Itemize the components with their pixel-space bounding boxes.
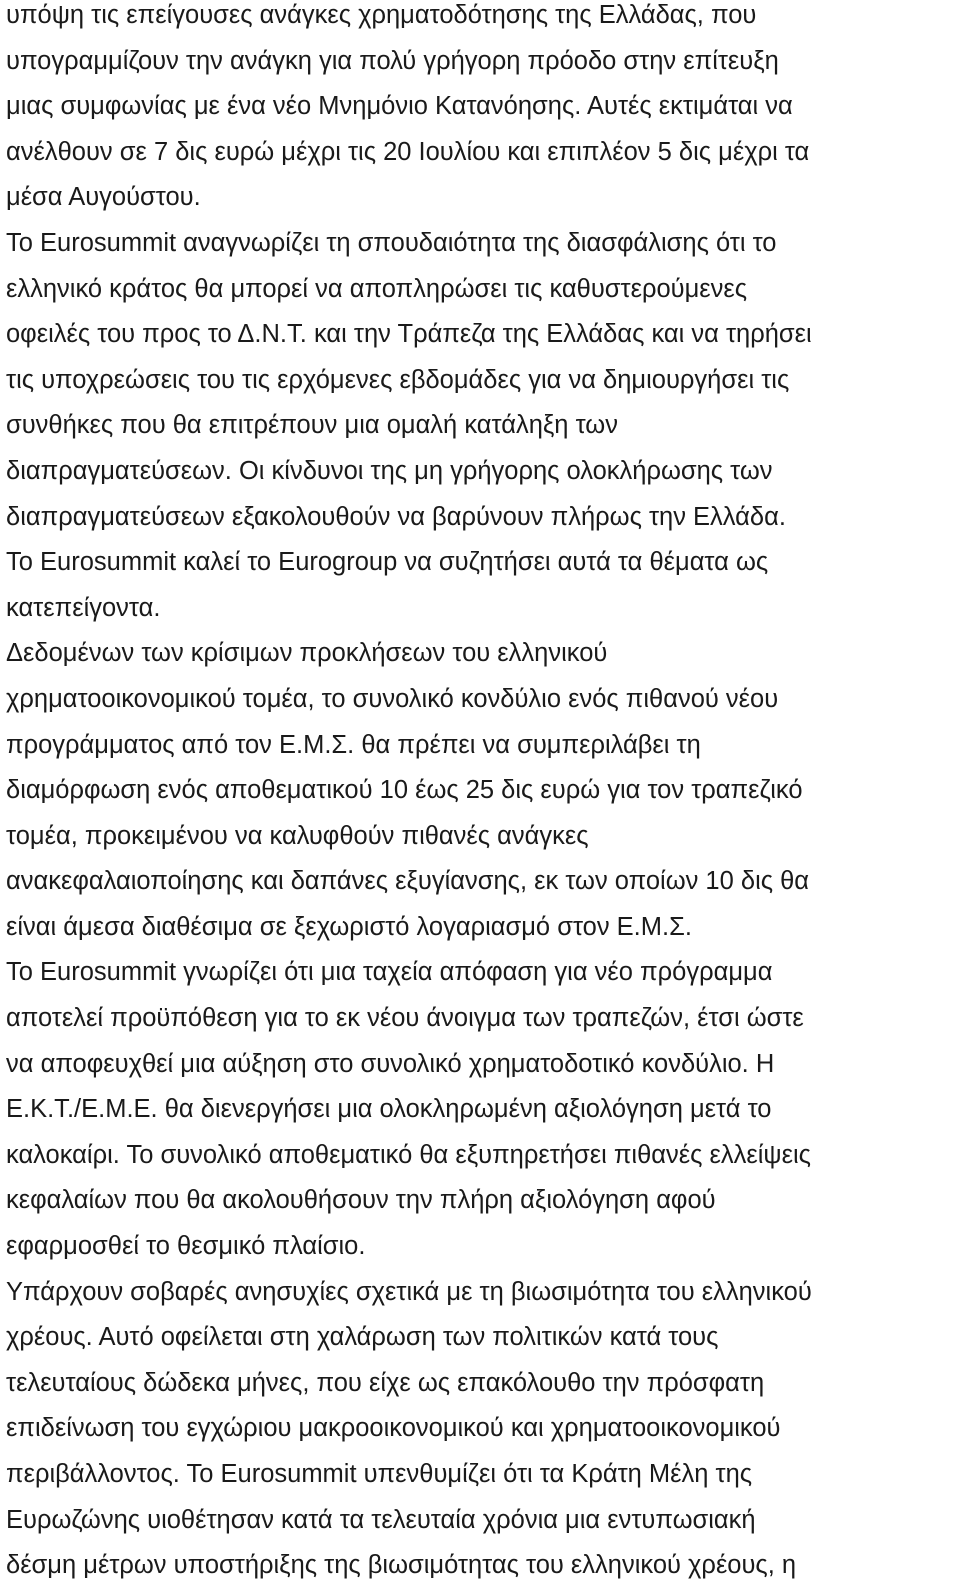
text-line: Το Eurosummit αναγνωρίζει τη σπουδαιότητα της διασφάλισης ότι το [6, 228, 777, 257]
text-line: διαπραγματεύσεων. Οι κίνδυνοι της μη γρήγορης ολοκλήρωσης των [6, 456, 773, 485]
text-line: αποτελεί προϋπόθεση για το εκ νέου άνοιγμα των τραπεζών, έτσι ώστε [6, 1004, 804, 1033]
text-line: είναι άμεσα διαθέσιμα σε ξεχωριστό λογαριασμό στον Ε.Μ.Σ. [6, 912, 692, 941]
text-line: υπόψη τις επείγουσες ανάγκες χρηματοδότησης της Ελλάδας, που [6, 1, 757, 29]
text-line: επιδείνωση του εγχώριου μακροοικονομικού και χρηματοοικονομικού [6, 1414, 781, 1443]
paragraph-banking-buffer [6, 631, 960, 950]
text-line: ανέλθουν σε 7 δις ευρώ μέχρι τις 20 Ιουλίου και επιπλέον 5 δις μέχρι τα [6, 137, 810, 166]
text-line: οφειλές του προς το Δ.Ν.Τ. και την Τράπεζα της Ελλάδας και να τηρήσει [6, 320, 812, 349]
text-line: κατεπείγοντα. [6, 593, 161, 622]
text-line: εφαρμοσθεί το θεσμικό πλαίσιο. [6, 1232, 366, 1261]
text-line: καλοκαίρι. Το συνολικό αποθεματικό θα εξυπηρετήσει πιθανές ελλείψεις [6, 1140, 811, 1169]
text-line: προγράμματος από τον Ε.Μ.Σ. θα πρέπει να συμπεριλάβει τη [6, 730, 701, 759]
text-line: χρηματοοικονομικού τομέα, το συνολικό κονδύλιο ενός πιθανού νέου [6, 684, 779, 713]
paragraph-banks-reopening [6, 950, 960, 1269]
text-line: υπογραμμίζουν την ανάγκη για πολύ γρήγορη πρόοδο στην επίτευξη [6, 46, 779, 75]
paragraph-debt-sustainability [6, 1270, 960, 1589]
text-line: συνθήκες που θα επιτρέπουν μια ομαλή κατάληξη των [6, 411, 618, 440]
paragraph-arrears [6, 221, 960, 631]
text-line: ελληνικό κράτος θα μπορεί να αποπληρώσει τις καθυστερούμενες [6, 274, 748, 303]
text-line: μιας συμφωνίας με ένα νέο Μνημόνιο Κατανόησης. Αυτές εκτιμάται να [6, 92, 793, 121]
text-line: τις υποχρεώσεις του τις ερχόμενες εβδομάδες για να δημιουργήσει τις [6, 365, 790, 394]
text-line: τομέα, προκειμένου να καλυφθούν πιθανές ανάγκες [6, 821, 589, 850]
text-line: κεφαλαίων που θα ακολουθήσουν την πλήρη αξιολόγηση αφού [6, 1186, 716, 1215]
text-line: διαμόρφωση ενός αποθεματικού 10 έως 25 δις ευρώ για τον τραπεζικό [6, 776, 803, 805]
text-line: Το Eurosummit γνωρίζει ότι μια ταχεία απόφαση για νέο πρόγραμμα [6, 958, 773, 987]
text-line: Το Eurosummit καλεί το Eurogroup να συζητήσει αυτά τα θέματα ως [6, 548, 769, 577]
text-line: τελευταίους δώδεκα μήνες, που είχε ως επακόλουθο την πρόσφατη [6, 1368, 765, 1397]
text-line: Ε.Κ.Τ./Ε.Μ.Ε. θα διενεργήσει μια ολοκληρωμένη αξιολόγηση μετά το [6, 1095, 772, 1124]
text-line: να αποφευχθεί μια αύξηση στο συνολικό χρηματοδοτικό κονδύλιο. Η [6, 1049, 775, 1078]
paragraph-funding-needs [6, 0, 960, 221]
text-line: χρέους. Αυτό οφείλεται στη χαλάρωση των πολιτικών κατά τους [6, 1323, 719, 1352]
text-line: περιβάλλοντος. Το Eurosummit υπενθυμίζει ότι τα Κράτη Μέλη της [6, 1460, 753, 1488]
text-line: μέσα Αυγούστου. [6, 183, 201, 212]
text-line: Δεδομένων των κρίσιμων προκλήσεων του ελληνικού [6, 639, 608, 668]
text-line: διαπραγματεύσεων εξακολουθούν να βαρύνουν πλήρως την Ελλάδα. [6, 502, 786, 531]
text-line: ανακεφαλαιοποίησης και δαπάνες εξυγίανσης, εκ των οποίων 10 δις θα [6, 867, 810, 896]
text-line: δέσμη μέτρων υποστήριξης της βιωσιμότητας του ελληνικού χρέους, η [6, 1551, 797, 1580]
text-line: Υπάρχουν σοβαρές ανησυχίες σχετικά με τη βιωσιμότητα του ελληνικού [6, 1277, 812, 1306]
text-line: Ευρωζώνης υιοθέτησαν κατά τα τελευταία χρόνια μια εντυπωσιακή [6, 1505, 756, 1534]
